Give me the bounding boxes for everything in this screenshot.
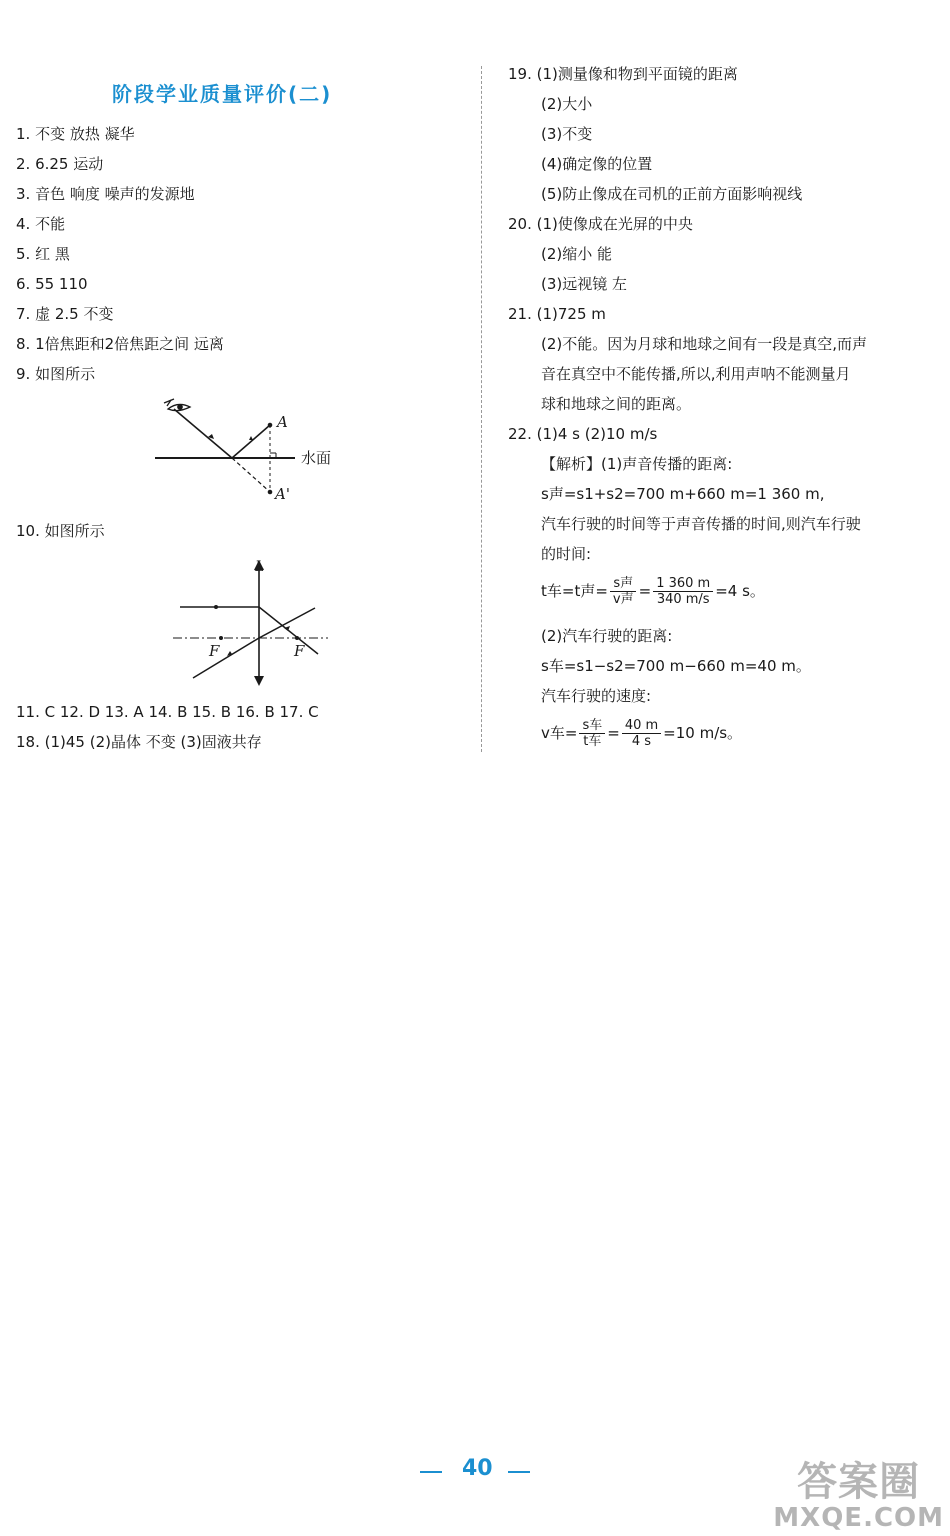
- refracted-ray-2: [259, 608, 315, 638]
- page-title: 阶段学业质量评价(二): [112, 82, 333, 106]
- focus-ray: [193, 638, 259, 678]
- equation-4-rhs: =10 m/s。: [663, 724, 743, 742]
- water-surface-label: 水面: [301, 449, 332, 467]
- focus-right-label: F: [294, 642, 305, 660]
- answer-19-3: (3)不变: [541, 125, 593, 143]
- incident-ray: [232, 425, 270, 458]
- equation-3: s车=s1−s2=700 m−660 m=40 m。: [541, 657, 811, 675]
- answer-2: 2. 6.25 运动: [16, 155, 104, 173]
- analysis-text-1: 汽车行驶的时间等于声音传播的时间,则汽车行驶: [541, 515, 861, 533]
- answer-7: 7. 虚 2.5 不变: [16, 305, 114, 323]
- fraction-s-over-v: $\frac{\text{s声}}{\text{v声}}$: [610, 576, 637, 607]
- label-a-prime: A': [275, 485, 290, 503]
- answer-21-2c: 球和地球之间的距离。: [541, 395, 692, 413]
- equation-1: s声=s1+s2=700 m+660 m=1 360 m,: [541, 485, 825, 503]
- virtual-ray: [232, 458, 270, 492]
- equation-4-lhs: v车=: [541, 724, 578, 742]
- answer-5: 5. 红 黑: [16, 245, 70, 263]
- equation-2: t车=t声= $\frac{\text{s声}}{\text{v声}}$ = $\frac{1 360 m}{340 m/s}$ =4 s。: [541, 576, 765, 607]
- reflection-diagram: [150, 395, 350, 507]
- focus-left-label: F: [209, 642, 220, 660]
- watermark-logo: [773, 1460, 944, 1532]
- watermark-top: 答案圈: [797, 1459, 921, 1505]
- page-number: 40: [462, 1456, 493, 1481]
- answer-22-1: 22. (1)4 s (2)10 m/s: [508, 425, 658, 443]
- answer-20-3: (3)远视镜 左: [541, 275, 628, 293]
- answer-18: 18. (1)45 (2)晶体 不变 (3)固液共存: [16, 733, 262, 751]
- incident-arrow: [249, 436, 253, 440]
- eye-icon: [164, 399, 190, 411]
- answer-6: 6. 55 110: [16, 275, 88, 293]
- footer-dash-right: [508, 1471, 530, 1473]
- lens-diagram: [170, 556, 340, 690]
- fraction-speed-values: $\frac{40 m}{4 s}$: [622, 718, 661, 749]
- fraction-s-over-t: $\frac{\text{s车}}{\text{t车}}$: [579, 718, 605, 749]
- fraction-values: $\frac{1 360 m}{340 m/s}$: [653, 576, 713, 607]
- answer-10: 10. 如图所示: [16, 522, 105, 540]
- answer-20-2: (2)缩小 能: [541, 245, 613, 263]
- reflected-ray: [174, 409, 232, 458]
- speed-heading: 汽车行驶的速度:: [541, 687, 652, 705]
- answer-19-5: (5)防止像成在司机的正前方面影响视线: [541, 185, 803, 203]
- answer-21-1: 21. (1)725 m: [508, 305, 606, 323]
- equation-2-rhs: =4 s。: [715, 582, 765, 600]
- equation-2-lhs: t车=t声=: [541, 582, 608, 600]
- answer-19-1: 19. (1)测量像和物到平面镜的距离: [508, 65, 738, 83]
- analysis-heading: 【解析】(1)声音传播的距离:: [541, 455, 733, 473]
- focus-left-point: [219, 636, 223, 640]
- point-a: [268, 423, 273, 428]
- answer-4: 4. 不能: [16, 215, 66, 233]
- refracted-ray-1: [259, 607, 318, 654]
- answer-20-1: 20. (1)使像成在光屏的中央: [508, 215, 693, 233]
- answer-3: 3. 音色 响度 噪声的发源地: [16, 185, 195, 203]
- answer-9: 9. 如图所示: [16, 365, 96, 383]
- answer-21-2a: (2)不能。因为月球和地球之间有一段是真空,而声: [541, 335, 868, 353]
- point-a-prime: [268, 490, 273, 495]
- answer-1: 1. 不变 放热 凝华: [16, 125, 135, 143]
- focus-right-point: [295, 636, 299, 640]
- answer-21-2b: 音在真空中不能传播,所以,利用声呐不能测量月: [541, 365, 851, 383]
- label-a: A: [277, 413, 288, 431]
- answer-11-17: 11. C 12. D 13. A 14. B 15. B 16. B 17. C: [16, 703, 319, 721]
- answer-19-4: (4)确定像的位置: [541, 155, 653, 173]
- footer-dash-left: [420, 1471, 442, 1473]
- answer-8: 8. 1倍焦距和2倍焦距之间 远离: [16, 335, 224, 353]
- analysis-text-2: 的时间:: [541, 545, 592, 563]
- lens-label: L: [255, 559, 265, 575]
- analysis-part-2: (2)汽车行驶的距离:: [541, 627, 673, 645]
- column-divider: [481, 66, 482, 752]
- answer-19-2: (2)大小: [541, 95, 593, 113]
- equation-4: v车= $\frac{\text{s车}}{\text{t车}}$ = $\frac{40 m}{4 s}$ =10 m/s。: [541, 718, 743, 749]
- watermark-bottom: MXQE.COM: [773, 1503, 944, 1533]
